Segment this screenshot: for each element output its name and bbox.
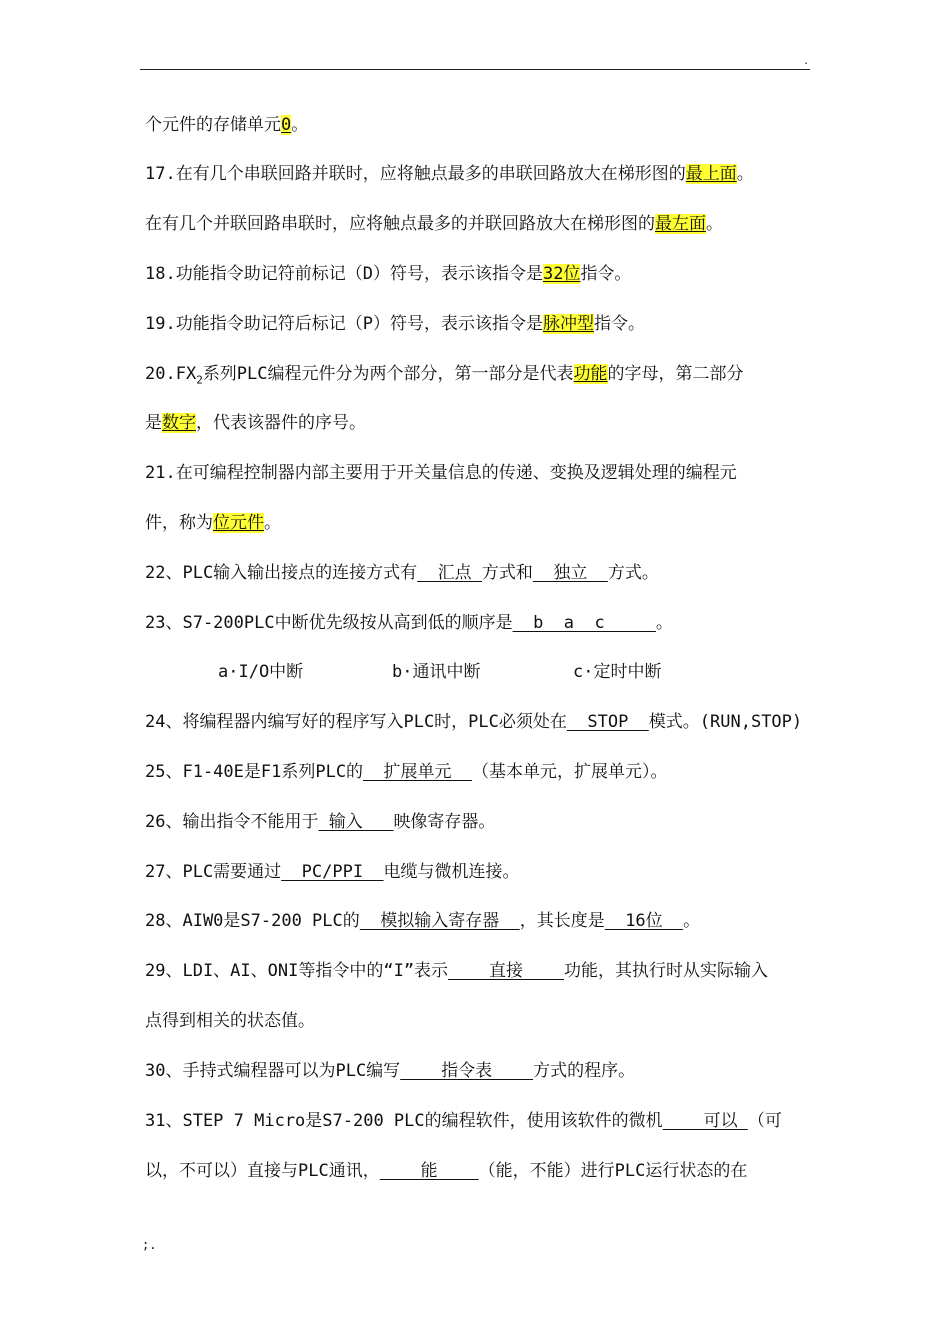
q21b-answer: 位元件 (213, 513, 264, 533)
q30-end: 方式的程序。 (533, 1061, 636, 1081)
q18-line (145, 262, 631, 286)
q23-option-c: c·定时中断 (573, 662, 662, 682)
q27-pre: 27、PLC需要通过 (145, 862, 282, 882)
q28-end: 。 (683, 911, 701, 931)
q31b-end: （能，不能）进行PLC运行状态的在 (478, 1161, 748, 1181)
q26-line (145, 810, 495, 834)
q25-end: （基本单元，扩展单元）。 (472, 762, 668, 782)
q20a-sub: 2 (196, 373, 203, 387)
q30-line (145, 1059, 635, 1083)
q25-pre: 25、F1-40E是F1系列PLC的 (145, 762, 364, 782)
q17a-text: 17.在有几个串联回路并联时，应将触点最多的串联回路放大在梯形图的 (145, 164, 686, 184)
q25-answer: 扩展单元 (363, 762, 473, 782)
q28-mid: ，其长度是 (519, 911, 605, 931)
q16-text: 个元件的存储单元 (145, 115, 281, 135)
q26-pre: 26、输出指令不能用于 (145, 812, 319, 832)
q29a-end: 功能，其执行时从实际输入 (563, 961, 768, 981)
q23-pre: 23、S7-200PLC中断优先级按从高到低的顺序是 (145, 613, 513, 633)
q18-end: 指令。 (580, 264, 632, 284)
q23-line (145, 611, 673, 635)
q25-line (145, 760, 668, 784)
q27-answer: PC/PPI (281, 862, 384, 882)
q16-answer: 0 (281, 115, 292, 135)
q17b-end: 。 (706, 214, 723, 234)
q20a-mid: 系列PLC编程元件分为两个部分，第一部分是代表 (202, 364, 574, 384)
q27-line (145, 860, 520, 884)
q19-line (145, 312, 645, 336)
q30-pre: 30、手持式编程器可以为PLC编写 (145, 1061, 401, 1081)
q16-line (145, 113, 308, 137)
q21b-end: 。 (264, 513, 281, 533)
q22-pre: 22、PLC输入输出接点的连接方式有 (145, 563, 418, 583)
q20a-end: 的字母，第二部分 (607, 364, 744, 384)
q23-option-a: a·I/O中断 (218, 662, 304, 682)
q20a-answer: 功能 (573, 364, 608, 384)
q21b-line (145, 511, 281, 535)
footer-mark: ;. (142, 1238, 157, 1252)
q31b-answer: 能 (379, 1161, 479, 1181)
q22-mid: 方式和 (481, 563, 533, 583)
q31b-line (145, 1159, 747, 1183)
q29a-line (145, 959, 768, 983)
q17b-text: 在有几个并联回路串联时，应将触点最多的并联回路放大在梯形图的 (145, 214, 655, 234)
q24-line (145, 710, 802, 734)
q31a-end: （可 (747, 1111, 782, 1131)
q21b-pre: 件，称为 (145, 513, 213, 533)
q31a-line (145, 1109, 782, 1133)
q28-pre: 28、AIW0是S7-200 PLC的 (145, 911, 360, 931)
q17a-answer: 最上面 (685, 164, 737, 184)
q18-text: 18.功能指令助记符前标记（D）符号，表示该指令是 (145, 264, 543, 284)
q23-end: 。 (655, 613, 673, 633)
q21a-text: 21.在可编程控制器内部主要用于开关量信息的传递、变换及逻辑处理的编程元 (145, 463, 737, 483)
q20a-line (145, 362, 744, 392)
q20b-end: ，代表该器件的序号。 (196, 413, 366, 433)
q19-end: 指令。 (593, 314, 645, 334)
q31a-answer: 可以 (662, 1111, 748, 1131)
q20a-pre: 20.FX (145, 364, 197, 384)
q29b-line: 点得到相关的状态值。 (145, 1011, 315, 1031)
q22-end: 方式。 (607, 563, 659, 583)
q23-option-b: b·通讯中断 (392, 662, 481, 682)
q20b-line (145, 411, 366, 435)
q16-end: 。 (291, 115, 309, 135)
q26-end: 映像寄存器。 (393, 812, 496, 832)
q17a-end: 。 (736, 164, 754, 184)
header-dot: . (803, 56, 810, 67)
q23-answer: b a c (512, 613, 656, 633)
q20b-pre: 是 (145, 413, 162, 433)
q30-answer: 指令表 (400, 1061, 534, 1081)
q17a-line (145, 162, 754, 186)
q21a-line (145, 461, 737, 485)
q29a-pre: 29、LDI、AI、ONI等指令中的“I”表示 (145, 961, 449, 981)
q19-text: 19.功能指令助记符后标记（P）符号，表示该指令是 (145, 314, 543, 334)
q31a-pre: 31、STEP 7 Micro是S7-200 PLC的编程软件，使用该软件的微机 (145, 1111, 663, 1131)
q22-answer-1: 汇点 (417, 563, 482, 583)
q27-end: 电缆与微机连接。 (383, 862, 520, 882)
q20b-answer: 数字 (162, 413, 196, 433)
q28-answer-1: 模拟输入寄存器 (359, 911, 520, 931)
q24-end: 模式。(RUN,STOP) (648, 712, 803, 732)
q22-line (145, 561, 659, 585)
q24-answer: STOP (566, 712, 649, 732)
q26-answer: 输入 (318, 812, 394, 832)
q18-answer: 32位 (542, 264, 581, 284)
q17b-line (145, 212, 723, 236)
q29a-answer: 直接 (448, 961, 564, 981)
q31b-pre: 以，不可以）直接与PLC通讯， (145, 1161, 380, 1181)
q22-answer-2: 独立 (532, 563, 608, 583)
q28-answer-2: 16位 (604, 911, 684, 931)
q19-answer: 脉冲型 (542, 314, 594, 334)
q17b-answer: 最左面 (655, 214, 706, 234)
header-rule (140, 69, 810, 70)
q24-pre: 24、将编程器内编写好的程序写入PLC时，PLC必须处在 (145, 712, 567, 732)
q28-line (145, 909, 700, 933)
